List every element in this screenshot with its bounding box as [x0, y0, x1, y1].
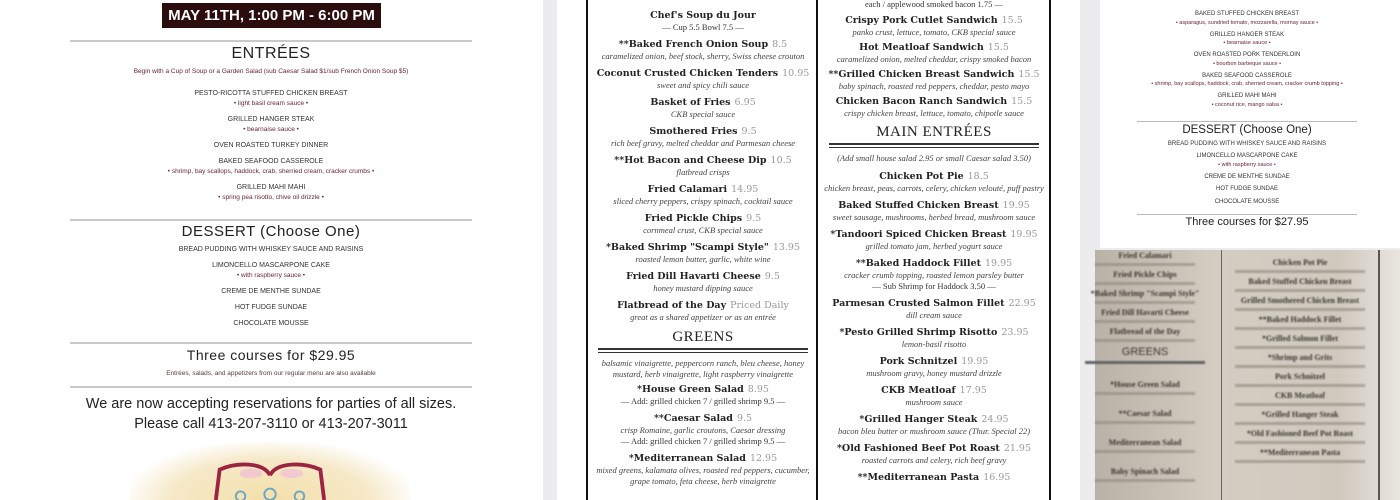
- menu-item: [823, 228, 1045, 252]
- item-name: *Grilled Hanger Steak: [1261, 410, 1339, 419]
- divider: [70, 386, 472, 388]
- entrees-title: ENTRÉES: [231, 45, 311, 62]
- menu-item: [1137, 198, 1357, 207]
- dessert-title: DESSERT (Choose One): [181, 223, 361, 240]
- item-price: 15.5: [1011, 96, 1033, 107]
- item-name: Baked Stuffed Chicken Breast: [1248, 277, 1352, 286]
- menu-item: [823, 471, 1045, 484]
- menu-item: [592, 412, 814, 447]
- item-name: [592, 270, 814, 283]
- item-name: *Grilled Salmon Fillet: [1262, 334, 1338, 343]
- item-description: chicken breast, peas, carrots, celery, chicken velouté, puff pastry: [824, 183, 1044, 193]
- menu-item: [1137, 72, 1357, 89]
- blurred-description: [1095, 479, 1195, 482]
- blurred-description: [1235, 441, 1365, 444]
- item-name: GRILLED HANGER STEAK: [1209, 31, 1285, 38]
- menu-item: [823, 257, 1045, 292]
- item-title: Chicken Pot Pie: [879, 171, 964, 182]
- item-name: [823, 68, 1045, 81]
- item-name: [592, 383, 814, 396]
- item-title: Chicken Bacon Ranch Sandwich: [835, 96, 1008, 107]
- item-title: Smothered Fries: [649, 126, 738, 137]
- item-price: 24.95: [981, 414, 1009, 425]
- item-price: 9.5: [736, 413, 753, 424]
- item-price: 18.5: [967, 171, 989, 182]
- item-description: crispy chicken breast, lettuce, tomato, chipotle sauce: [844, 108, 1024, 118]
- item-addon: — Add: grilled chicken 7 / grilled shrimp 9.5 —: [620, 436, 786, 446]
- item-description: cornmeal crust, CKB special sauce: [643, 225, 763, 235]
- photo-menu-item: [1225, 448, 1375, 463]
- item-name: BAKED SEAFOOD CASSEROLE: [218, 158, 324, 165]
- photo-menu-item: [1225, 315, 1375, 330]
- item-name: [592, 299, 814, 312]
- item-title: Parmesan Crusted Salmon Fillet: [832, 298, 1005, 309]
- blurred-description: [1235, 270, 1365, 273]
- photo-menu-item: [1225, 429, 1375, 444]
- menu-item: [823, 297, 1045, 321]
- item-description: caramelized onion, melted cheddar, crispy smoked bacon: [836, 54, 1032, 64]
- item-price: 12.95: [749, 453, 778, 464]
- menu-item: [823, 68, 1045, 92]
- menu-border: [586, 0, 588, 500]
- item-price: 19.95: [1002, 200, 1030, 211]
- item-name: BREAD PUDDING WITH WHISKEY SAUCE AND RAISINS: [178, 246, 364, 253]
- regular-menu-page: [557, 0, 1080, 500]
- menu-item: [592, 9, 814, 33]
- special-menu-page-2: [1100, 0, 1400, 248]
- item-price: 21.95: [1003, 443, 1032, 454]
- photo-column-divider: [1221, 250, 1222, 500]
- item-name: GRILLED MAHI MAHI: [236, 184, 306, 191]
- item-description: • bourbon barbeque sauce •: [1212, 60, 1282, 67]
- item-name: [823, 95, 1045, 108]
- menu-item: [592, 299, 814, 323]
- menu-item: [823, 41, 1045, 65]
- item-description: roasted carrots and celery, rich beef gravy: [861, 455, 1007, 465]
- menu-item: [70, 89, 472, 109]
- item-name: *Baked Shrimp "Scampi Style": [1090, 289, 1200, 298]
- item-name: [823, 14, 1045, 27]
- menu-item: [1137, 31, 1357, 48]
- item-name: [592, 9, 814, 22]
- blurred-description: [1235, 308, 1365, 311]
- item-name: [823, 199, 1045, 212]
- menu-item: [823, 14, 1045, 38]
- item-title: **Caesar Salad: [653, 413, 733, 424]
- blurred-description: [1095, 421, 1195, 424]
- item-name: Baby Spinach Salad: [1110, 467, 1180, 476]
- item-title: Baked Stuffed Chicken Breast: [838, 200, 999, 211]
- menu-item: [823, 413, 1045, 437]
- menu-item: [70, 183, 472, 203]
- greens-title: GREENS: [672, 329, 734, 345]
- item-description: flatbread crisps: [676, 167, 730, 177]
- photo-menu-item: [1225, 410, 1375, 425]
- item-description: lemon-basil risotto: [901, 339, 967, 349]
- item-name: **Baked Haddock Fillet: [1258, 315, 1342, 324]
- item-price: 6.95: [734, 97, 756, 108]
- menu-item: [823, 442, 1045, 466]
- menu-item: [592, 212, 814, 236]
- item-addon: — Sub Shrimp for Haddock 3.50 —: [872, 281, 996, 291]
- item-price: 14.95: [731, 184, 759, 195]
- menu-item: [823, 95, 1045, 119]
- menu-item: [592, 270, 814, 294]
- item-name: **Caesar Salad: [1118, 409, 1172, 418]
- item-title: Crispy Pork Cutlet Sandwich: [845, 15, 998, 26]
- item-name: [592, 183, 814, 196]
- menu-item: [823, 326, 1045, 350]
- item-name: GRILLED HANGER STEAK: [227, 116, 315, 123]
- bacon-addon-note: each / applewood smoked bacon 1.75 —: [864, 0, 1004, 9]
- item-description: sweet and spicy chili sauce: [656, 80, 750, 90]
- item-name: [823, 355, 1045, 368]
- item-description: mushroom sauce: [905, 397, 963, 407]
- blurred-description: [1235, 384, 1365, 387]
- heart-logo-icon: [205, 462, 335, 500]
- special-menu-page: [0, 0, 543, 500]
- item-name: [592, 154, 814, 167]
- item-name: [823, 326, 1045, 339]
- blurred-description: [1095, 450, 1195, 453]
- item-name: Fried Pickle Chips: [1113, 270, 1177, 279]
- dessert-list: [70, 245, 472, 329]
- entrees-column: [823, 0, 1045, 489]
- item-name: [823, 384, 1045, 397]
- menu-item: [592, 38, 814, 62]
- item-name: Flatbread of the Day: [1109, 327, 1181, 336]
- item-name: OVEN ROASTED TURKEY DINNER: [213, 142, 329, 149]
- item-name: [823, 170, 1045, 183]
- item-name: [592, 212, 814, 225]
- item-description: • bearnaise sauce •: [243, 126, 299, 133]
- divider: [70, 342, 472, 344]
- item-description: dill cream sauce: [906, 310, 962, 320]
- item-title: *Grilled Hanger Steak: [859, 414, 978, 425]
- item-price: 17.95: [959, 385, 987, 396]
- price-line: Three courses for $27.95: [1185, 216, 1309, 228]
- item-title: Hot Meatloaf Sandwich: [859, 42, 984, 53]
- menu-item: [70, 141, 472, 151]
- date-banner: MAY 11TH, 1:00 PM - 6:00 PM: [162, 3, 381, 28]
- item-description: crisp Romaine, garlic croutons, Caesar dressing: [620, 425, 786, 435]
- item-title: **Mediterranean Pasta: [857, 472, 980, 483]
- menu-item: [70, 261, 472, 281]
- menu-item: [592, 125, 814, 149]
- item-name: Mediterranean Salad: [1108, 438, 1182, 447]
- blurred-description: [1235, 422, 1365, 425]
- menu-item: [70, 157, 472, 177]
- item-description: • with raspberry sauce •: [236, 272, 306, 279]
- price-line: Three courses for $29.95: [186, 347, 356, 363]
- item-title: *Baked Shrimp "Scampi Style": [605, 242, 769, 253]
- item-title: Fried Pickle Chips: [644, 213, 743, 224]
- menu-item: [70, 303, 472, 313]
- item-description: rich beef gravy, melted cheddar and Parmesan cheese: [610, 138, 796, 148]
- dessert-title: DESSERT (Choose One): [1182, 123, 1312, 136]
- item-addon: — Add: grilled chicken 7 / grilled shrimp 9.5 —: [620, 396, 786, 406]
- item-description: CKB special sauce: [670, 109, 736, 119]
- double-rule: [829, 143, 1039, 148]
- menu-item: [592, 383, 814, 407]
- item-description: sliced cherry peppers, crispy spinach, cocktail sauce: [613, 196, 793, 206]
- regular-menu-note: Entrées, salads, and appetizers from our regular menu are also available: [166, 370, 376, 377]
- blurred-description: [1235, 289, 1365, 292]
- item-name: Chicken Pot Pie: [1272, 258, 1328, 267]
- item-description: • bearnaise sauce •: [1223, 40, 1271, 46]
- photo-menu-item: [1225, 277, 1375, 292]
- item-description: caramelized onion, beef stock, sherry, Swiss cheese crouton: [601, 51, 805, 61]
- double-rule: [598, 348, 808, 353]
- photo-menu-item: [1225, 372, 1375, 387]
- main-entrees-title: MAIN ENTRÉES: [876, 124, 992, 140]
- photo-menu-item: [1085, 251, 1205, 266]
- item-description: grilled tomato jam, herbed yogurt sauce: [865, 241, 1003, 251]
- item-name: CHOCOLATE MOUSSE: [1214, 198, 1280, 205]
- item-name: BAKED STUFFED CHICKEN BREAST: [1194, 11, 1299, 17]
- item-price: 15.5: [1001, 15, 1023, 26]
- item-name: [823, 257, 1045, 270]
- column-divider: [816, 0, 818, 500]
- item-name: HOT FUDGE SUNDAE: [234, 304, 308, 311]
- reservations-text: We are now accepting reservations for parties of all sizes.: [85, 396, 457, 412]
- item-description: mixed greens, kalamata olives, roasted red peppers, cucumber, grape tomato, feta cheese, herb vinaigrette: [596, 465, 810, 486]
- blurred-description: [1095, 339, 1195, 342]
- item-name: [592, 96, 814, 109]
- menu-item: [1137, 51, 1357, 68]
- menu-item: [823, 199, 1045, 223]
- menu-item: [1137, 92, 1357, 109]
- item-name: [592, 241, 814, 254]
- item-name: *House Green Salad: [1110, 380, 1180, 389]
- item-price: 8.5: [772, 39, 788, 50]
- item-price: 9.5: [746, 213, 762, 224]
- item-title: Coconut Crusted Chicken Tenders: [596, 68, 779, 79]
- item-title: Basket of Fries: [650, 97, 731, 108]
- item-title: Chef's Soup du Jour: [650, 10, 756, 21]
- item-price: 15.5: [987, 42, 1009, 53]
- item-description: • light basil cream sauce •: [233, 100, 309, 107]
- menu-item: [823, 170, 1045, 194]
- blurred-description: [1095, 320, 1195, 323]
- item-name: [592, 38, 814, 51]
- item-name: Pork Schnitzel: [1275, 372, 1325, 381]
- item-title: *Pesto Grilled Shrimp Risotto: [839, 327, 998, 338]
- menu-photo: [1090, 250, 1400, 500]
- item-description: great as a shared appetizer or as an entrée: [630, 312, 776, 322]
- item-title: Flatbread of the Day: [617, 300, 727, 311]
- item-name: LIMONCELLO MASCARPONE CAKE: [212, 262, 330, 269]
- item-title: *Tandoori Spiced Chicken Breast: [830, 229, 1007, 240]
- menu-item: [70, 319, 472, 329]
- side-salad-note: (Add small house salad 2.95 or small Caesar salad 3.50): [837, 153, 1031, 163]
- item-name: [823, 471, 1045, 484]
- item-title: **Baked Haddock Fillet: [855, 258, 981, 269]
- photo-menu-item: [1085, 438, 1205, 453]
- item-title: **Grilled Chicken Breast Sandwich: [828, 69, 1015, 80]
- item-name: OVEN ROASTED PORK TENDERLOIN: [1193, 52, 1301, 58]
- menu-item: [70, 287, 472, 297]
- item-price: 9.5: [764, 271, 780, 282]
- menu-item: [823, 384, 1045, 408]
- menu-item: [1137, 185, 1357, 194]
- photo-menu-edge: [1378, 250, 1380, 500]
- item-description: • shrimp, bay scallops, haddock, crab, sherried cream, cracker crumb topping •: [1151, 81, 1343, 87]
- menu-item: [592, 241, 814, 265]
- item-title: CKB Meatloaf: [881, 385, 956, 396]
- item-name: HOT FUDGE SUNDAE: [1216, 186, 1278, 192]
- item-name: Fried Calamari: [1118, 251, 1172, 260]
- item-price: 23.95: [1001, 327, 1029, 338]
- item-name: BAKED SEAFOOD CASSEROLE: [1202, 72, 1292, 79]
- item-description: • with raspberry sauce •: [1218, 161, 1276, 168]
- item-name: [592, 452, 814, 465]
- item-description: bacon bleu butter or mushroom sauce (Thur. Special 22): [837, 426, 1031, 436]
- photo-menu-item: [1225, 334, 1375, 349]
- item-name: GRILLED MAHI MAHI: [1217, 93, 1277, 99]
- item-name: BREAD PUDDING WITH WHISKEY SAUCE AND RAISINS: [1167, 140, 1327, 147]
- menu-item: [70, 245, 472, 255]
- photo-menu-item: [1225, 391, 1375, 406]
- item-name: [592, 412, 814, 425]
- dressings-note: balsamic vinaigrette, peppercorn ranch, bleu cheese, honey mustard, herb vinaigrette, light raspberry vinaigrette: [601, 358, 805, 379]
- item-name: *Shrimp and Grits: [1267, 353, 1333, 362]
- item-description: • coconut rice, mango salsa •: [1211, 101, 1283, 108]
- divider: [1137, 214, 1357, 215]
- item-title: Fried Dill Havarti Cheese: [626, 271, 761, 282]
- item-name: Fried Dill Havarti Cheese: [1101, 308, 1189, 317]
- item-price: 19.95: [961, 356, 989, 367]
- item-price: 10.95: [782, 68, 810, 79]
- item-description: roasted lemon butter, garlic, white wine: [635, 254, 771, 264]
- item-name: [823, 228, 1045, 241]
- item-price: Priced Daily: [730, 300, 789, 311]
- item-addon: — Cup 5.5 Bowl 7.5 —: [662, 22, 744, 32]
- item-name: CHOCOLATE MOUSSE: [233, 320, 309, 327]
- item-name: [823, 442, 1045, 455]
- blurred-description: [1095, 282, 1195, 285]
- item-price: 19.95: [1010, 229, 1038, 240]
- photo-menu-item: [1085, 308, 1205, 323]
- item-description: sweet sausage, mushrooms, herbed bread, mushroom sauce: [832, 212, 1036, 222]
- item-title: *House Green Salad: [637, 384, 744, 395]
- blurred-description: [1235, 403, 1365, 406]
- menu-item: [592, 452, 814, 487]
- entrees-list: [70, 89, 472, 203]
- item-name: **Mediterranean Pasta: [1259, 448, 1341, 457]
- menu-item: [1137, 152, 1357, 169]
- menu-item: [1137, 10, 1357, 27]
- menu-item: [1137, 140, 1357, 149]
- menu-border: [1049, 0, 1051, 500]
- item-price: 15.5: [1018, 69, 1040, 80]
- divider: [70, 219, 472, 221]
- item-title: **Hot Bacon and Cheese Dip: [614, 155, 767, 166]
- item-name: [823, 413, 1045, 426]
- blurred-description: [1235, 327, 1365, 330]
- reservations-phone[interactable]: Please call 413-207-3110 or 413-207-3011: [134, 416, 408, 432]
- photo-menu-item: [1225, 258, 1375, 273]
- item-name: [823, 41, 1045, 54]
- item-name: [592, 125, 814, 138]
- photo-menu-item: [1225, 296, 1375, 311]
- divider: [1137, 121, 1357, 122]
- item-title: *Mediterranean Salad: [628, 453, 746, 464]
- photo-menu-item: [1085, 327, 1205, 342]
- item-description: panko crust, lettuce, tomato, CKB special sauce: [852, 27, 1016, 37]
- blurred-description: [1235, 365, 1365, 368]
- item-price: 13.95: [772, 242, 801, 253]
- item-price: 19.95: [984, 258, 1013, 269]
- item-description: • shrimp, bay scallops, haddock, crab, sherried cream, cracker crumbs •: [167, 168, 375, 175]
- photo-menu-item: [1085, 270, 1205, 285]
- blurred-description: [1235, 346, 1365, 349]
- menu-item: [592, 96, 814, 120]
- item-title: Pork Schnitzel: [879, 356, 958, 367]
- item-name: *Old Fashioned Beef Pot Roast: [1246, 429, 1354, 438]
- photo-menu-item: [1085, 467, 1205, 482]
- blurred-description: [1235, 460, 1365, 463]
- menu-item: [70, 115, 472, 135]
- item-description: • asparagus, sundried tomato, mozzarella, mornay sauce •: [1175, 19, 1319, 26]
- item-price: 22.95: [1008, 298, 1036, 309]
- menu-item: [592, 154, 814, 178]
- divider: [70, 40, 472, 42]
- blurred-description: [1095, 392, 1195, 395]
- item-name: CREME DE MENTHE SUNDAE: [221, 288, 321, 295]
- item-price: 9.5: [741, 126, 757, 137]
- item-description: baby spinach, roasted red peppers, cheddar, pesto mayo: [838, 81, 1030, 91]
- item-name: CKB Meatloaf: [1275, 391, 1325, 400]
- item-description: cracker crumb topping, roasted lemon parsley butter: [844, 270, 1024, 280]
- menu-item: [823, 355, 1045, 379]
- item-title: *Old Fashioned Beef Pot Roast: [836, 443, 1000, 454]
- photo-double-rule: [1085, 361, 1205, 364]
- photo-menu-item: [1085, 409, 1205, 424]
- item-title: Fried Calamari: [647, 184, 728, 195]
- photo-menu-item: [1085, 380, 1205, 395]
- item-name: LIMONCELLO MASCARPONE CAKE: [1196, 153, 1298, 159]
- photo-menu-item: [1085, 289, 1205, 304]
- entrees-note: Begin with a Cup of Soup or a Garden Salad (sub Caesar Salad $1/sub French Onion Soup $5): [133, 68, 409, 75]
- item-description: honey mustard dipping sauce: [653, 283, 753, 293]
- item-title: **Baked French Onion Soup: [618, 39, 769, 50]
- menu-item: [592, 67, 814, 91]
- item-price: 16.95: [983, 472, 1011, 483]
- item-name: PESTO-RICOTTA STUFFED CHICKEN BREAST: [194, 90, 348, 97]
- blurred-description: [1095, 301, 1195, 304]
- blurred-description: [1095, 263, 1195, 266]
- photo-menu-item: [1225, 353, 1375, 368]
- menu-item: [1137, 173, 1357, 182]
- item-name: [823, 297, 1045, 310]
- item-description: • spring pea risotto, chive oil drizzle •: [218, 194, 324, 201]
- item-description: mushroom gravy, honey mustard drizzle: [866, 368, 1002, 378]
- item-price: 8.95: [747, 384, 769, 395]
- item-name: CREME DE MENTHE SUNDAE: [1204, 173, 1290, 180]
- item-name: [592, 67, 814, 80]
- photo-greens-title: GREENS: [1121, 346, 1169, 358]
- menu-item: [592, 183, 814, 207]
- appetizers-column: [592, 9, 814, 492]
- item-price: 10.5: [770, 155, 792, 166]
- item-name: Grilled Smothered Chicken Breast: [1240, 296, 1360, 305]
